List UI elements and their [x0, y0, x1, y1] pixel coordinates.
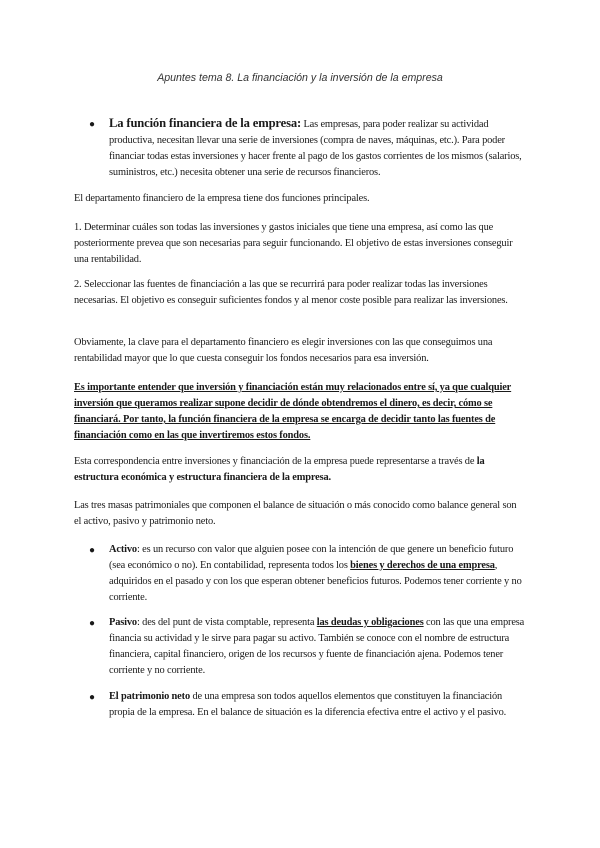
pasivo-text-2: con las que una empresa financia su actividad y le sirve para pagar su activo. También se conoce con el nombre de estructura financiera, capital financiero, origen de los recursos y fuente de financiación ajena. Podemos tener corriente y no corriente. — [109, 617, 525, 676]
funcion-2-paragraph: 2. Seleccionar las fuentes de financiación a las que se recurrirá para poder realizar todas las inversiones necesarias. El objetivo es conseguir suficientes fondos y al menor coste posible para realizar las inversiones. — [74, 279, 508, 306]
pasivo-emphasis: las deudas y obligaciones — [316, 617, 424, 628]
page-header: Apuntes tema 8. La financiación y la inversión de la empresa — [157, 72, 443, 84]
activo-term: Activo — [109, 544, 137, 555]
pasivo-paragraph — [109, 615, 527, 679]
bullet-icon: ● — [89, 618, 96, 629]
obviamente-paragraph: Obviamente, la clave para el departamento financiero es elegir inversiones con las que conseguimos una rentabilidad mayor que lo que cuesta conseguir los fondos necesarios para esa inversión. — [74, 337, 493, 364]
activo-text-1: : es un recurso con valor que alguien posee con la intención de que genere un beneficio futuro (sea económico o no). En contabilidad, representa todos los — [109, 544, 514, 571]
pasivo-text-1: : des del punt de vista comptable, representa — [136, 617, 317, 628]
bullet-icon: ● — [89, 119, 96, 130]
intro-text: Las empresas, para poder realizar su actividad productiva, necesitan llevar una serie de inversiones (compra de naves, máquinas, etc.). Para poder financiar todas estas inversiones y hacer frente al pago de los gastos corrientes de los mismos (salarios, suministros, etc.) necesita obtener una serie de recursos financieros. — [109, 119, 522, 178]
intro-paragraph — [109, 115, 527, 181]
importante-paragraph: Es importante entender que inversión y financiación están muy relacionados entre sí, ya que cualquier inversión que queramos realizar supone decidir de dónde obtendremos el dinero, es decir, cómo se financiará. Por tanto, la función financiera de la empresa se encarga de decidir tanto las fuentes de financiación como en las que invertiremos estos fondos. — [74, 382, 512, 441]
intro-title: La función financiera de la empresa: — [109, 116, 302, 130]
activo-paragraph — [109, 542, 527, 606]
correspondencia-text: Esta correspondencia entre inversiones y financiación de la empresa puede representarse a través de — [74, 456, 477, 467]
bullet-icon: ● — [89, 692, 96, 703]
masas-paragraph: Las tres masas patrimoniales que componen el balance de situación o más conocido como balance general son el activo, pasivo y patrimonio neto. — [74, 500, 517, 527]
pasivo-term: Pasivo — [109, 617, 137, 628]
funcion-1-paragraph: 1. Determinar cuáles son todas las inversiones y gastos iniciales que tiene una empresa, así como las que posteriormente prevea que son necesarias para seguir funcionando. El objetivo de estas inversiones conseguir una rentabilidad. — [74, 222, 513, 265]
bullet-icon: ● — [89, 545, 96, 556]
patrimonio-text: de una empresa son todos aquellos elementos que constituyen la financiación propia de la empresa. En el balance de situación es la diferencia efectiva entre el activo y el pasivo. — [109, 691, 507, 718]
patrimonio-paragraph — [109, 689, 527, 721]
activo-emphasis: bienes y derechos de una empresa — [350, 560, 495, 571]
correspondencia-bold: la estructura económica y estructura financiera de la empresa. — [74, 456, 485, 483]
activo-text-2: , adquiridos en el pasado y con los que esperan obtener beneficios futuros. Podemos tener corriente y no corriente. — [109, 560, 522, 603]
departamento-paragraph: El departamento financiero de la empresa tiene dos funciones principales. — [74, 193, 370, 204]
patrimonio-term: El patrimonio neto — [109, 691, 191, 702]
correspondencia-paragraph — [74, 454, 524, 486]
